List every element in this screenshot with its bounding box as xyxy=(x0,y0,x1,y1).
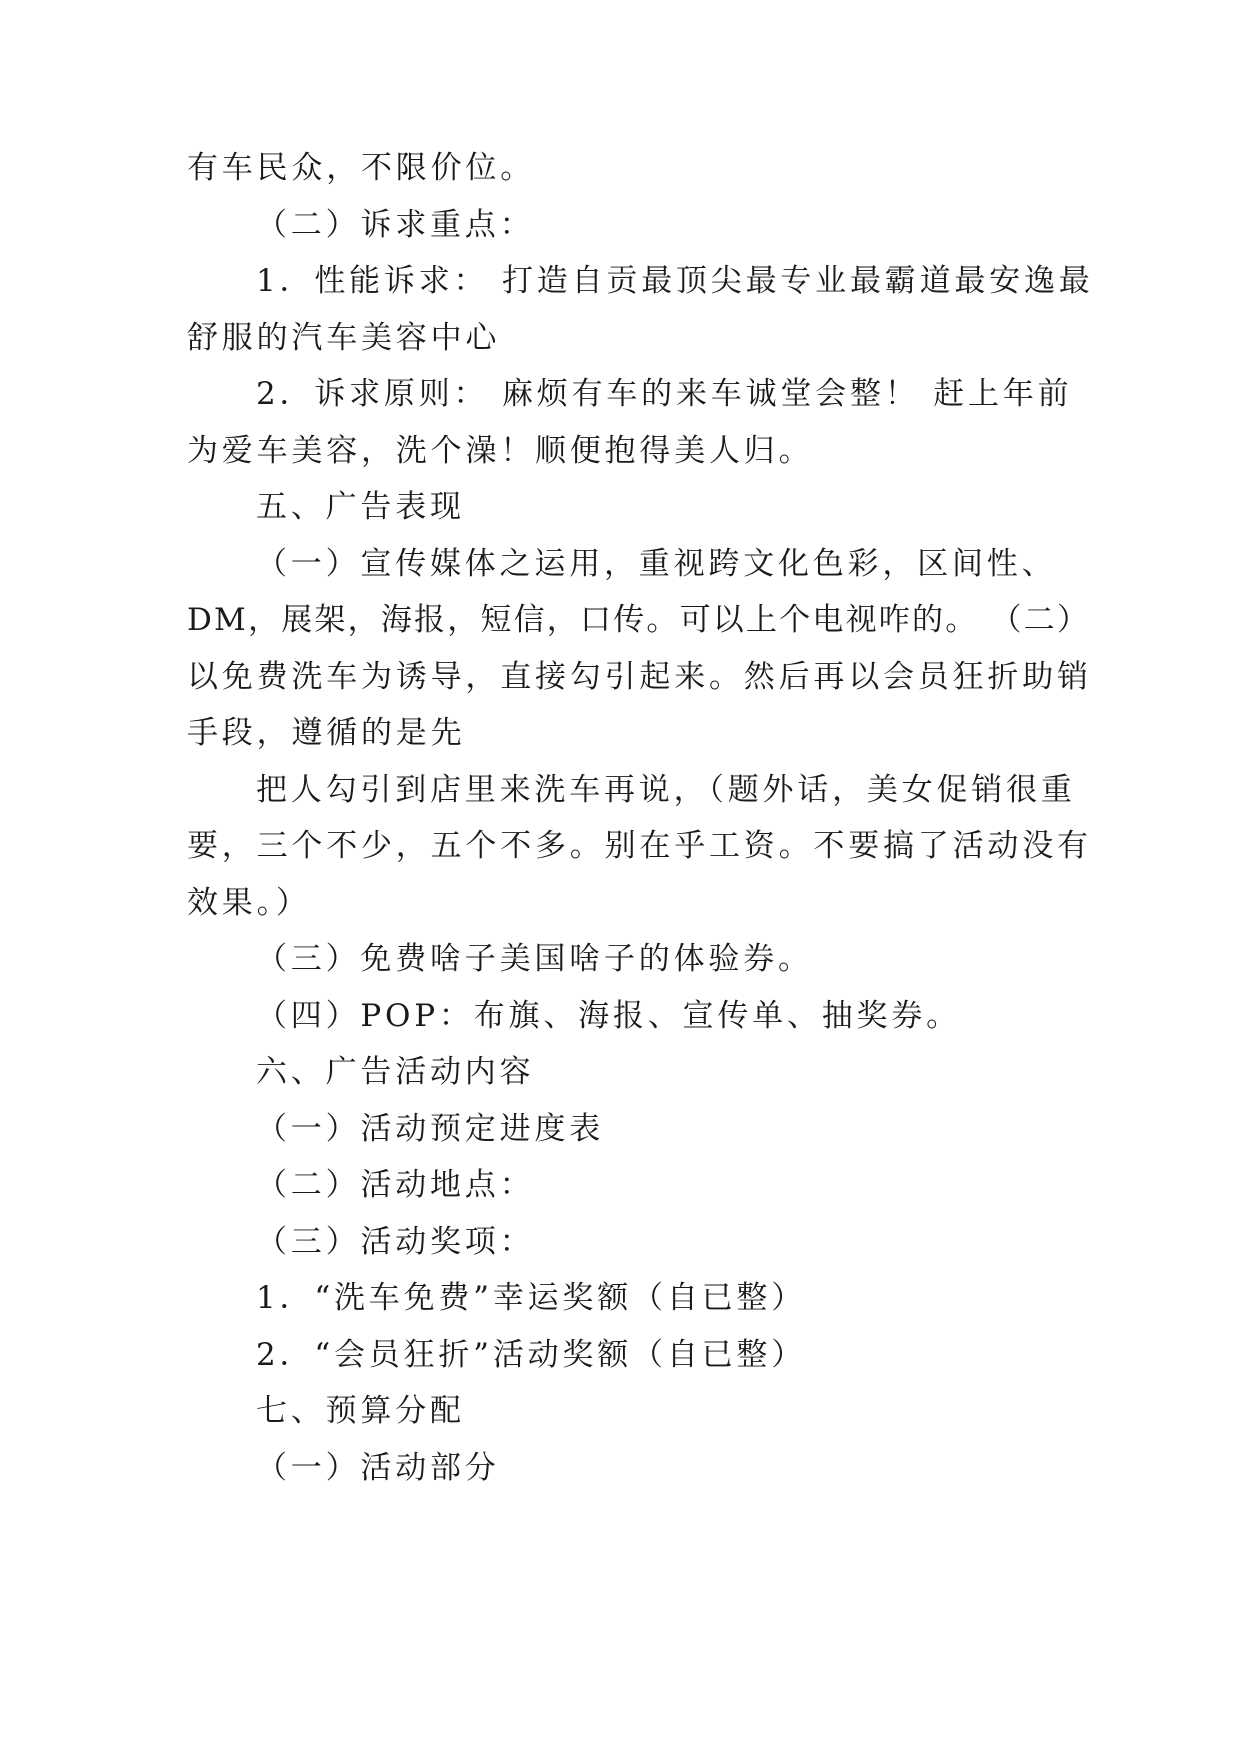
paragraph-line: （一）活动预定进度表 xyxy=(256,1111,604,1147)
paragraph-line: 要，三个不少，五个不多。别在乎工资。不要搞了活动没有 xyxy=(187,828,1092,864)
paragraph-line: 1．性能诉求： 打造自贡最顶尖最专业最霸道最安逸最 xyxy=(256,263,1094,299)
paragraph-line: 有车民众，不限价位。 xyxy=(187,150,535,186)
paragraph-line: 效果。） xyxy=(187,885,311,921)
paragraph-line: 把人勾引到店里来洗车再说，（题外话，美女促销很重 xyxy=(256,772,1076,808)
paragraph-line: （三）活动奖项： xyxy=(256,1224,535,1260)
paragraph-line: 舒服的汽车美容中心 xyxy=(187,320,501,356)
paragraph-line: 2．诉求原则： 麻烦有车的来车诚堂会整！ 赶上年前 xyxy=(256,376,1073,412)
paragraph-line: （四）POP：布旗、海报、宣传单、抽奖券。 xyxy=(256,998,961,1034)
paragraph-line: 1．“洗车免费”幸运奖额（自已整） xyxy=(256,1280,807,1316)
paragraph-line: （三）免费啥子美国啥子的体验券。 xyxy=(256,941,813,977)
section-heading: 七、预算分配 xyxy=(256,1393,465,1429)
paragraph-line: 2．“会员狂折”活动奖额（自已整） xyxy=(256,1337,807,1373)
paragraph-line: DM，展架，海报，短信，口传。可以上个电视咋的。 （二） xyxy=(187,602,1091,638)
paragraph-line: （二）活动地点： xyxy=(256,1167,535,1203)
paragraph-line: 以免费洗车为诱导，直接勾引起来。然后再以会员狂折助销 xyxy=(187,659,1092,695)
section-heading: 六、广告活动内容 xyxy=(256,1054,535,1090)
paragraph-line: 为爱车美容，洗个澡！顺便抱得美人归。 xyxy=(187,433,814,469)
paragraph-line: （一）活动部分 xyxy=(256,1450,500,1486)
paragraph-line: 手段，遵循的是先 xyxy=(187,715,466,751)
paragraph-line: （二）诉求重点： xyxy=(256,207,535,243)
paragraph-line: （一）宣传媒体之运用，重视跨文化色彩，区间性、 xyxy=(256,546,1057,582)
section-heading: 五、广告表现 xyxy=(256,489,465,525)
